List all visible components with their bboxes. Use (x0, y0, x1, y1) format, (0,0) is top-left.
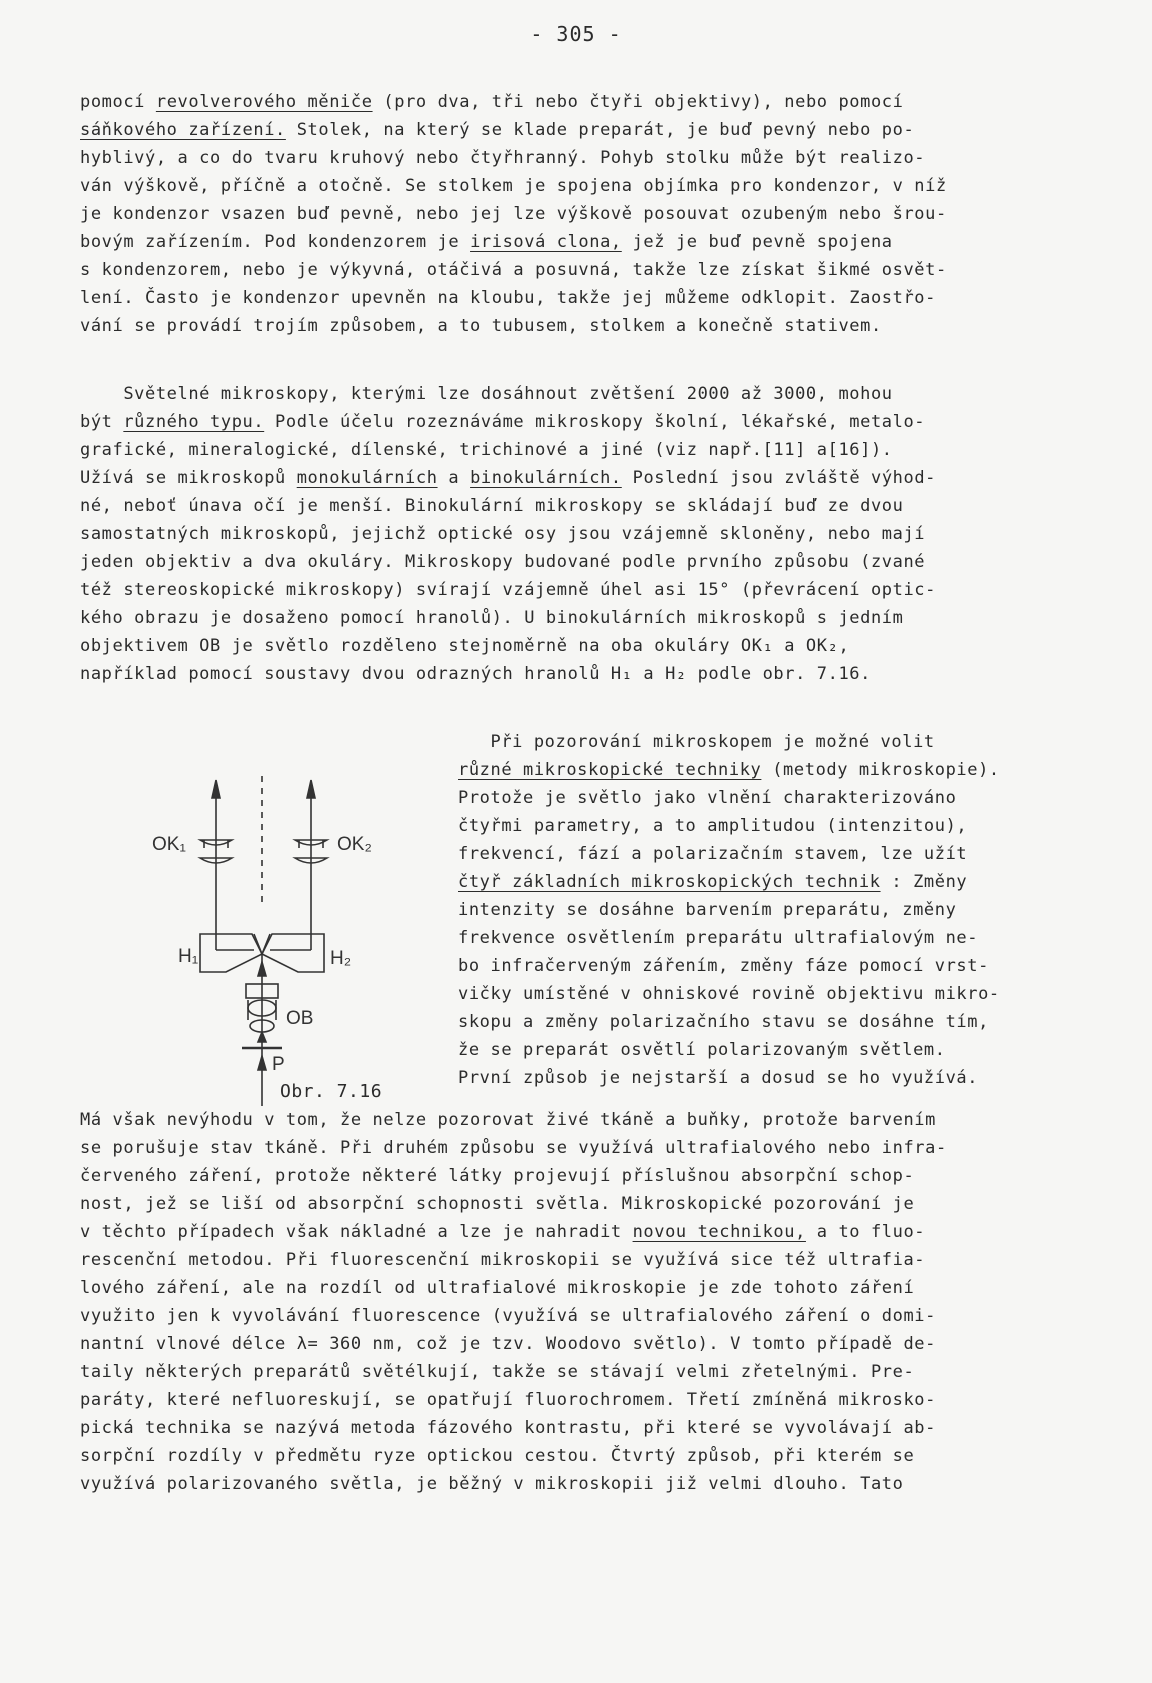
text-line (80, 436, 936, 464)
text-run: s kondenzorem, nebo je výkyvná, otáčivá a posuvná, takže lze získat šikmé osvět- (80, 260, 947, 280)
text-run: frekvence osvětlením preparátu ultrafialovým ne- (458, 928, 979, 948)
text-line (80, 1358, 947, 1386)
text-line (80, 492, 936, 520)
text-line (80, 88, 947, 116)
text-line (80, 1330, 947, 1358)
text-line (80, 228, 947, 256)
label-p: P (272, 1054, 285, 1075)
text-run: pická technika se nazývá metoda fázového kontrastu, při které se vyvolávají ab- (80, 1418, 936, 1438)
text-line (458, 952, 1000, 980)
text-run: a to fluo- (805, 1222, 926, 1242)
text-line (458, 1008, 1000, 1036)
text-line (458, 756, 1000, 784)
text-run: ván výškově, příčně a otočně. Se stolkem je spojena objímka pro kondenzor, v níž (80, 176, 947, 196)
text-line (458, 924, 1000, 952)
text-run: Užívá se mikroskopů (80, 468, 297, 488)
text-run: pomocí (80, 92, 156, 112)
text-run: vičky umístěné v ohniskové rovině objektivu mikro- (458, 984, 1000, 1004)
text-run: lového záření, ale na rozdíl od ultrafialové mikroskopie je zde tohoto záření (80, 1278, 915, 1298)
text-run: samostatných mikroskopů, jejichž optické osy jsou vzájemně skloněny, nebo mají (80, 524, 926, 544)
text-line (80, 408, 936, 436)
paragraph-1 (80, 88, 947, 340)
text-run: Stolek, na který se klade preparát, je buď pevný nebo po- (285, 120, 915, 140)
underlined-term: revolverového měniče (155, 92, 373, 112)
text-run: bo infračerveným zářením, změny fáze pomocí vrst- (458, 956, 989, 976)
text-run: Světelné mikroskopy, kterými lze dosáhnout zvětšení 2000 až 3000, mohou (80, 384, 893, 404)
text-line (80, 1246, 947, 1274)
text-line (80, 520, 936, 548)
text-line (80, 660, 936, 688)
label-ob: OB (286, 1008, 314, 1029)
text-line (80, 172, 947, 200)
text-line (80, 380, 936, 408)
underlined-term: sáňkového zařízení. (80, 120, 286, 140)
text-run: hyblivý, a co do tvaru kruhový nebo čtyřhranný. Pohyb stolku může být realizo- (80, 148, 926, 168)
figure-caption: Obr. 7.16 (280, 1081, 383, 1102)
text-run: (metody mikroskopie). (761, 760, 1000, 780)
text-line (458, 840, 1000, 868)
text-run: a (437, 468, 471, 488)
text-run: lení. Často je kondenzor upevněn na kloubu, takže jej můžeme odklopit. Zaostřo- (80, 288, 936, 308)
text-run: nost, jež se liší od absorpční schopnosti světla. Mikroskopické pozorování je (80, 1194, 915, 1214)
text-line (80, 1162, 947, 1190)
text-line (80, 144, 947, 172)
text-run: se porušuje stav tkáně. Při druhém způsobu se využívá ultrafialového nebo infra- (80, 1138, 947, 1158)
page-number: - 305 - (530, 22, 622, 46)
paragraph-3 (458, 728, 1000, 1092)
text-line (458, 1064, 1000, 1092)
text-line (80, 1190, 947, 1218)
text-run: jeden objektiv a dva okuláry. Mikroskopy budované podle prvního způsobu (zvané (80, 552, 926, 572)
text-run: paráty, které nefluoreskují, se opatřují fluorochromem. Třetí zmíněná mikrosko- (80, 1390, 936, 1410)
paragraph-2 (80, 380, 936, 688)
text-run: bovým zařízením. Pod kondenzorem je (80, 232, 471, 252)
text-run: taily některých preparátů světélkují, takže se stávají velmi zřetelnými. Pre- (80, 1362, 915, 1382)
text-run: vání se provádí trojím způsobem, a to tubusem, stolkem a konečně stativem. (80, 316, 882, 336)
underlined-term: různého typu. (123, 412, 265, 432)
text-line (80, 1414, 947, 1442)
text-line (80, 1106, 947, 1134)
text-line (80, 1470, 947, 1498)
underlined-term: čtyř základních mikroskopických technik (458, 872, 881, 892)
text-line (80, 284, 947, 312)
binocular-optics-diagram (130, 776, 460, 1106)
text-line (458, 868, 1000, 896)
text-run: Protože je světlo jako vlnění charakterizováno (458, 788, 957, 808)
label-h2: H₂ (330, 948, 352, 969)
label-ok2: OK₂ (337, 834, 372, 855)
underlined-term: irisová clona, (470, 232, 622, 252)
text-run: je kondenzor vsazen buď pevně, nebo jej lze výškově posouvat ozubeným nebo šrou- (80, 204, 947, 224)
text-line (80, 200, 947, 228)
text-line (80, 548, 936, 576)
underlined-term: novou technikou, (632, 1222, 806, 1242)
text-run: též stereoskopické mikroskopy) svírají vzájemně úhel asi 15° (převrácení optic- (80, 580, 936, 600)
text-run: Podle účelu rozeznáváme mikroskopy školní, lékařské, metalo- (264, 412, 926, 432)
paragraph-4 (80, 1106, 947, 1498)
text-run: sorpční rozdíly v předmětu ryze optickou cestou. Čtvrtý způsob, při kterém se (80, 1446, 915, 1466)
text-run: využito jen k vyvolávání fluorescence (využívá se ultrafialového záření o domi- (80, 1306, 936, 1326)
text-line (458, 812, 1000, 840)
text-run: být (80, 412, 124, 432)
text-run: využívá polarizovaného světla, je běžný v mikroskopii již velmi dlouho. Tato (80, 1474, 904, 1494)
text-line (80, 1442, 947, 1470)
text-line (80, 1386, 947, 1414)
text-run: skopu a změny polarizačního stavu se dosáhne tím, (458, 1012, 989, 1032)
text-line (458, 1036, 1000, 1064)
label-h1: H₁ (178, 946, 199, 967)
text-run: grafické, mineralogické, dílenské, trichinové a jiné (viz např.[11] a[16]). (80, 440, 893, 460)
text-line (80, 464, 936, 492)
text-run: První způsob je nejstarší a dosud se ho využívá. (458, 1068, 979, 1088)
text-line (80, 1218, 947, 1246)
underlined-term: monokulárních (296, 468, 438, 488)
text-run: (pro dva, tři nebo čtyři objektivy), nebo pomocí (372, 92, 904, 112)
text-line (80, 1134, 947, 1162)
text-line (80, 632, 936, 660)
text-line (80, 312, 947, 340)
text-run: že se preparát osvětlí polarizovaným světlem. (458, 1040, 946, 1060)
text-line (80, 116, 947, 144)
label-ok1: OK₁ (152, 834, 186, 855)
text-run: například pomocí soustavy dvou odrazných hranolů H₁ a H₂ podle obr. 7.16. (80, 664, 871, 684)
text-run: červeného záření, protože některé látky projevují příslušnou absorpční schop- (80, 1166, 915, 1186)
text-line (80, 576, 936, 604)
text-line (80, 1302, 947, 1330)
text-line (458, 980, 1000, 1008)
text-line (80, 256, 947, 284)
text-line (80, 1274, 947, 1302)
text-run: intenzity se dosáhne barvením preparátu, změny (458, 900, 957, 920)
text-run: Má však nevýhodu v tom, že nelze pozorovat živé tkáně a buňky, protože barvením (80, 1110, 936, 1130)
text-line (458, 728, 1000, 756)
text-run: nantní vlnové délce λ= 360 nm, což je tzv. Woodovo světlo). V tomto případě de- (80, 1334, 936, 1354)
text-run: v těchto případech však nákladné a lze je nahradit (80, 1222, 633, 1242)
text-run: né, neboť únava očí je menší. Binokulární mikroskopy se skládají buď ze dvou (80, 496, 904, 516)
text-run: Při pozorování mikroskopem je možné volit (458, 732, 935, 752)
text-run: čtyřmi parametry, a to amplitudou (intenzitou), (458, 816, 968, 836)
underlined-term: různé mikroskopické techniky (458, 760, 762, 780)
text-line (80, 604, 936, 632)
underlined-term: binokulárních. (470, 468, 622, 488)
text-run: Poslední jsou zvláště výhod- (621, 468, 936, 488)
text-run: kého obrazu je dosaženo pomocí hranolů). U binokulárních mikroskopů s jedním (80, 608, 904, 628)
figure-binocular-microscope (130, 776, 460, 1106)
text-run: frekvencí, fází a polarizačním stavem, lze užít (458, 844, 968, 864)
text-line (458, 896, 1000, 924)
text-run: rescenční metodou. Při fluorescenční mikroskopii se využívá sice též ultrafia- (80, 1250, 926, 1270)
text-run: jež je buď pevně spojena (621, 232, 893, 252)
text-run: objektivem OB je světlo rozděleno stejnoměrně na oba okuláry OK₁ a OK₂, (80, 636, 850, 656)
text-line (458, 784, 1000, 812)
text-run: : Změny (880, 872, 968, 892)
